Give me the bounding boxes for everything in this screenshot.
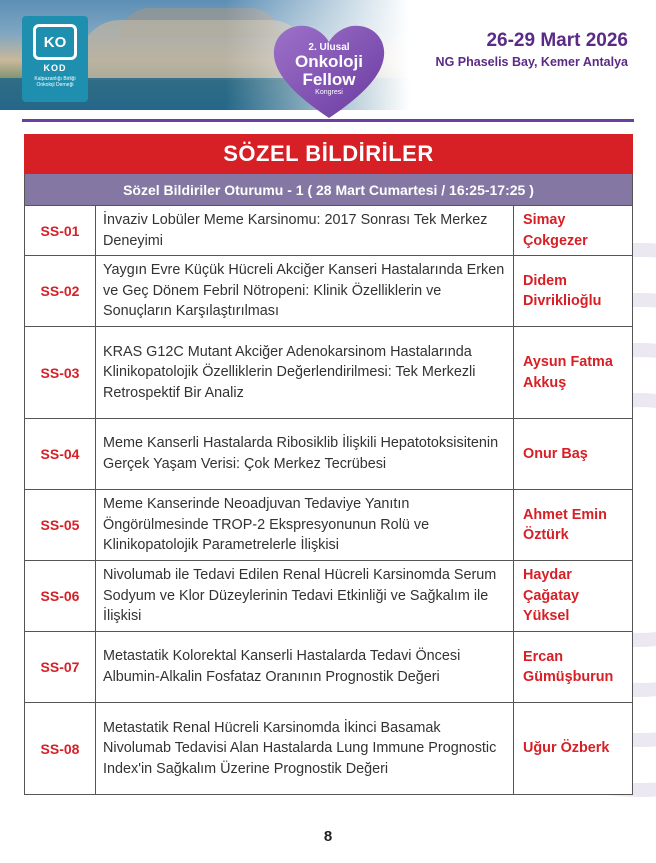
event-venue: NG Phaselis Bay, Kemer Antalya [435,55,628,69]
table-row [25,703,633,795]
header-divider [22,119,634,122]
presenter-name: Ahmet Emin Öztürk [514,490,633,561]
abstract-title: İnvaziv Lobüler Meme Karsinomu: 2017 Sonrası Tek Merkez Deneyimi [96,206,514,256]
abstract-title: Metastatik Renal Hücreli Karsinomda İkinci Basamak Nivolumab Tedavisi Alan Hastalarda Lung Immune Prognostic Index'in Sağkalım Üzerine Prognostik Değeri [96,703,514,795]
kod-logo [22,16,88,102]
abstract-code: SS-01 [25,206,96,256]
abstract-title: Meme Kanserli Hastalarda Ribosiklib İlişkili Hepatotoksisitenin Gerçek Yaşam Verisi: Çok Merkez Tecrübesi [96,419,514,490]
abstract-code: SS-06 [25,561,96,632]
abstract-title: Nivolumab ile Tedavi Edilen Renal Hücreli Karsinomda Serum Sodyum ve Klor Düzeylerinin Tedavi Etkinliği ve Sağkalım ile İlişkisi [96,561,514,632]
congress-name [270,42,388,96]
logo-name: KOD [43,63,67,73]
table-row [25,561,633,632]
presenter-name: Ercan Gümüşburun [514,632,633,703]
page-number: 8 [323,828,333,845]
abstract-title: KRAS G12C Mutant Akciğer Adenokarsinom Hastalarında Klinikopatolojik Özelliklerin Değerlendirilmesi: Tek Merkezli Retrospektif Bir Analiz [96,327,514,419]
abstract-code: SS-03 [25,327,96,419]
table-row [25,256,633,327]
section-title: SÖZEL BİLDİRİLER [24,134,633,174]
logo-mark: KO [33,24,77,60]
presenter-name: Haydar Çağatay Yüksel [514,561,633,632]
oral-presentations-table [24,134,633,795]
table-row [25,632,633,703]
abstract-title: Metastatik Kolorektal Kanserli Hastalarda Tedavi Öncesi Albumin-Alkalin Fosfataz Oranının Prognostik Değeri [96,632,514,703]
congress-edition: 2. Ulusal [308,42,350,53]
session-header: Sözel Bildiriler Oturumu - 1 ( 28 Mart Cumartesi / 16:25-17:25 ) [24,174,633,205]
presenter-name: Onur Baş [514,419,633,490]
table-row [25,490,633,561]
presenter-name: Aysun Fatma Akkuş [514,327,633,419]
table-row [25,327,633,419]
presenter-name: Didem Divriklioğlu [514,256,633,327]
abstract-code: SS-05 [25,490,96,561]
abstract-code: SS-04 [25,419,96,490]
congress-title-2: Fellow [302,70,356,89]
event-date: 26-29 Mart 2026 [486,30,628,51]
table-row [25,419,633,490]
logo-subtitle: Kalpazanlığı Birliği Onkoloji Derneği [34,76,76,88]
table-row [25,206,633,256]
presenter-name: Uğur Özberk [514,703,633,795]
abstract-title: Meme Kanserinde Neoadjuvan Tedaviye Yanıtın Öngörülmesinde TROP-2 Ekspresyonunun Rolü ve Klinikopatolojik Parametrelerle İlişkisi [96,490,514,561]
abstract-code: SS-02 [25,256,96,327]
congress-suffix: Kongresi [315,89,343,96]
abstract-title: Yaygın Evre Küçük Hücreli Akciğer Kanseri Hastalarında Erken ve Geç Dönem Febril Nötropeni: Klinik Özelliklerin ve Sonuçların Karşılaştırılması [96,256,514,327]
abstract-code: SS-08 [25,703,96,795]
congress-title-1: Onkoloji [295,52,363,71]
page-header [0,0,656,125]
abstract-code: SS-07 [25,632,96,703]
presenter-name: Simay Çokgezer [514,206,633,256]
